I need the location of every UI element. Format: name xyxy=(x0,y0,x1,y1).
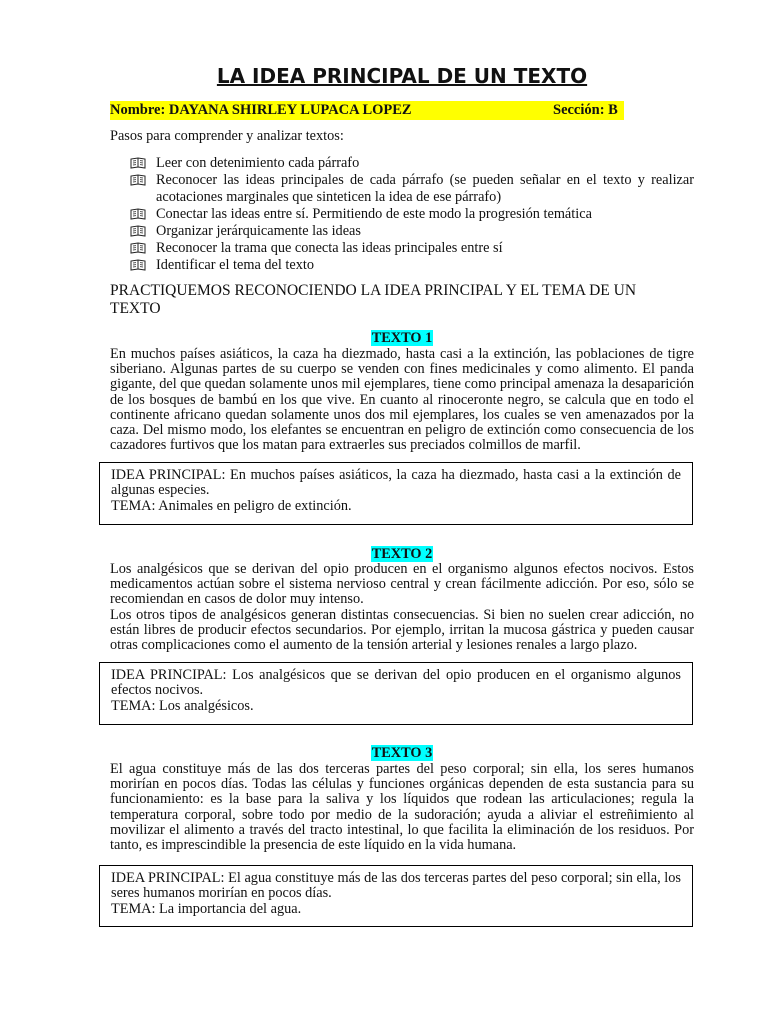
text-1-answer-box xyxy=(99,462,693,525)
text-3-label-row xyxy=(110,745,694,762)
list-item xyxy=(130,257,694,274)
text-3-label: TEXTO 3 xyxy=(371,745,433,761)
list-item xyxy=(130,223,694,240)
text-1-theme: TEMA: Animales en peligro de extinción. xyxy=(111,497,352,514)
list-item xyxy=(130,172,694,205)
list-item xyxy=(130,155,694,172)
text-2-main-idea: IDEA PRINCIPAL: Los analgésicos que se derivan del opio producen en el organismo algunos efectos nocivos. xyxy=(111,667,681,699)
text-1-label: TEXTO 1 xyxy=(371,330,433,346)
step-text: Conectar las ideas entre sí. Permitiendo de este modo la progresión temática xyxy=(156,205,592,222)
open-book-icon xyxy=(130,208,146,220)
practice-heading: PRACTIQUEMOS RECONOCIENDO LA IDEA PRINCIPAL Y EL TEMA DE UN TEXTO xyxy=(110,282,637,317)
document-title: LA IDEA PRINCIPAL DE UN TEXTO xyxy=(216,64,588,88)
text-2-paragraph-2: Los otros tipos de analgésicos generan distintas consecuencias. Si bien no suelen crear adicción, no están libres de producir efectos secundarios. Por ejemplo, irritan la mucosa gástrica y pueden causar otras complicaciones como el aumento de la tensión arterial y lesiones renales a largo plazo. xyxy=(110,606,694,654)
text-2-body xyxy=(110,562,694,653)
step-text: Identificar el tema del texto xyxy=(156,256,314,273)
step-text: Leer con detenimiento cada párrafo xyxy=(156,155,360,171)
open-book-icon xyxy=(130,259,146,271)
steps-list xyxy=(130,155,694,274)
open-book-icon xyxy=(130,174,146,186)
text-1-main-idea: IDEA PRINCIPAL: En muchos países asiáticos, la caza ha diezmado, hasta casi a la extinción de algunas especies. xyxy=(111,467,681,499)
text-3-theme: TEMA: La importancia del agua. xyxy=(111,900,302,917)
list-item xyxy=(130,206,694,223)
open-book-icon xyxy=(130,225,146,237)
text-1-body xyxy=(110,347,694,453)
student-info-bar xyxy=(110,101,624,120)
text-1-paragraph-1: En muchos países asiáticos, la caza ha diezmado, hasta casi a la extinción, las poblaciones de tigre siberiano. Algunas partes de su cuerpo se venden con fines medicinales y como alimento. El panda gigante, del que quedan solamente unos mil ejemplares, tiene como principal amenaza la desaparición de los bosques de bambú en los que vive. En cuanto al rinoceronte negro, se calcula que en todo el continente africano quedan solamente unos dos mil ejemplares, los cuales se ven amenazados por la caza. Del mismo modo, los elefantes se encuentran en peligro de extinción como consecuencia de los cazadores furtivos que los matan para extraerles sus preciados colmillos de marfil. xyxy=(110,346,694,454)
text-2-theme: TEMA: Los analgésicos. xyxy=(111,697,254,714)
text-1-label-row xyxy=(110,330,694,347)
text-3-main-idea: IDEA PRINCIPAL: El agua constituye más de las dos terceras partes del peso corporal; sin ella, los seres humanos morirían en pocos días. xyxy=(111,870,681,902)
text-3-paragraph-1: El agua constituye más de las dos terceras partes del peso corporal; sin ella, los seres humanos morirían en pocos días. Todas las células y funciones orgánicas dependen de esta sustancia para su funcionamiento: es la base para la saliva y los líquidos que rodean las articulaciones; regula la temperatura corporal, sobre todo por medio de la sudoración; ayuda a aliviar el estreñimiento al movilizar el alimento a través del tracto intestinal, lo que facilita la eliminación de los residuos. Por tanto, es imprescindible la presencia de este líquido en la vida humana. xyxy=(110,761,694,854)
text-2-paragraph-1: Los analgésicos que se derivan del opio producen en el organismo algunos efectos nocivos. Estos medicamentos actúan sobre el sistema nervioso central y crean fácilmente adicción. Por eso, sólo se recomiendan en casos de dolor muy intenso. xyxy=(110,561,694,608)
step-text: Reconocer la trama que conecta las ideas principales entre sí xyxy=(156,239,503,256)
step-text: Reconocer las ideas principales de cada párrafo (se pueden señalar en el texto y realizar acotaciones marginales que sinteticen la idea de ese párrafo) xyxy=(156,172,694,205)
text-2-label: TEXTO 2 xyxy=(371,546,433,562)
list-item xyxy=(130,240,694,257)
open-book-icon xyxy=(130,242,146,254)
text-2-answer-box xyxy=(99,662,693,725)
steps-intro: Pasos para comprender y analizar textos: xyxy=(110,128,344,144)
text-3-body xyxy=(110,762,694,853)
text-3-answer-box xyxy=(99,865,693,927)
step-text: Organizar jerárquicamente las ideas xyxy=(156,222,361,239)
student-name: Nombre: DAYANA SHIRLEY LUPACA LOPEZ xyxy=(110,102,412,118)
open-book-icon xyxy=(130,157,146,169)
student-section: Sección: B xyxy=(553,102,618,118)
